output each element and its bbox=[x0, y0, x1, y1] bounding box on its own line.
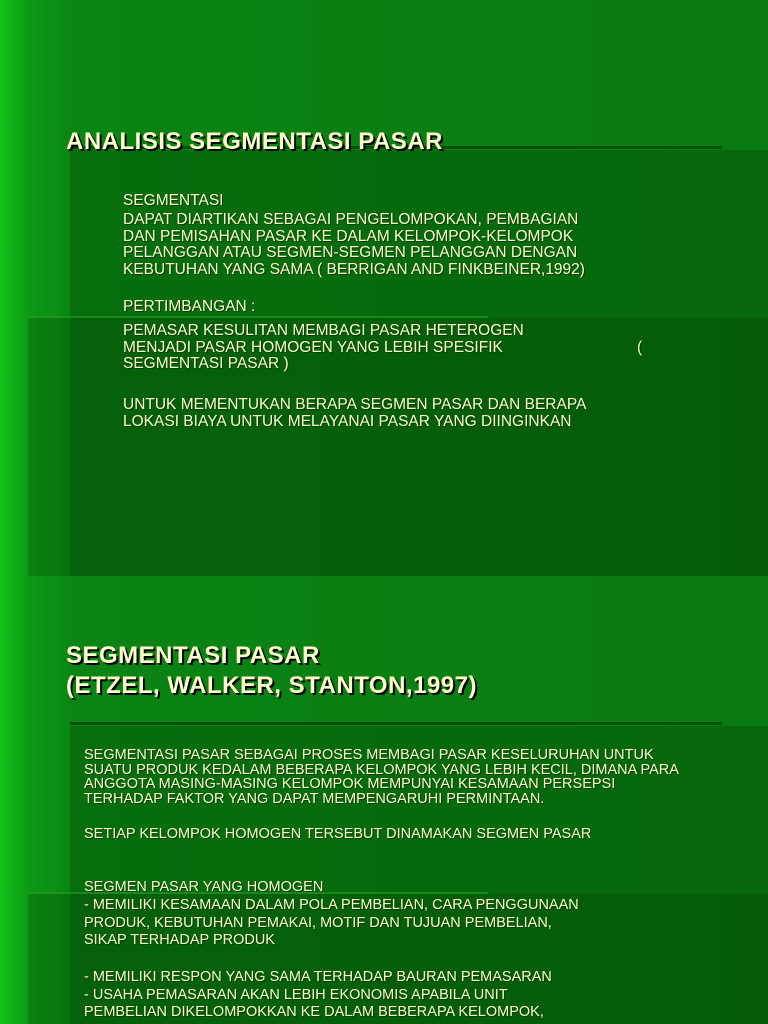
slide-title-line-1: SEGMENTASI PASAR bbox=[66, 642, 320, 669]
purpose-paragraph: UNTUK MEMENTUKAN BERAPA SEGMEN PASAR DAN BERAPA LOKASI BIAYA UNTUK MELAYANAI PASAR YANG DIINGINKAN bbox=[123, 396, 587, 430]
homogen-label: SEGMEN PASAR YANG HOMOGEN bbox=[84, 879, 324, 895]
slide-title-line-2: (ETZEL, WALKER, STANTON,1997) bbox=[66, 672, 477, 699]
segmentasi-definition: DAPAT DIARTIKAN SEBAGAI PENGELOMPOKAN, PEMBAGIAN DAN PEMISAHAN PASAR KE DALAM KELOMPOK-KELOMPOK PELANGGAN ATAU SEGMEN-SEGMEN PELANGGAN DENGAN KEBUTUHAN YANG SAMA ( BERRIGAN AND FINKBEINER,1992) bbox=[123, 211, 585, 278]
pertimbangan-paren: ( bbox=[637, 339, 643, 356]
title-underline bbox=[70, 722, 722, 725]
slide-title: ANALISIS SEGMENTASI PASAR bbox=[66, 128, 443, 155]
segmen-pasar-paragraph: SETIAP KELOMPOK HOMOGEN TERSEBUT DINAMAKAN SEGMEN PASAR bbox=[84, 826, 592, 842]
definition-paragraph: SEGMENTASI PASAR SEBAGAI PROSES MEMBAGI PASAR KESELURUHAN UNTUK SUATU PRODUK KEDALAM BEBERAPA KELOMPOK YANG LEBIH KECIL, DIMANA PARA ANGGOTA MASING-MASING KELOMPOK MEMPUNYAI KESAMAAN PERSEPSI TERHADAP FAKTOR YANG DAPAT MEMPENGARUHI PERMINTAAN. bbox=[84, 747, 679, 807]
homogen-list-1: - MEMILIKI KESAMAAN DALAM POLA PEMBELIAN, CARA PENGGUNAAN PRODUK, KEBUTUHAN PEMAKAI, MOTIF DAN TUJUAN PEMBELIAN, SIKAP TERHADAP PRODUK bbox=[84, 897, 579, 948]
slide-2 bbox=[0, 576, 768, 1024]
pertimbangan-line-1: PEMASAR KESULITAN MEMBAGI PASAR HETEROGEN bbox=[123, 322, 524, 339]
pertimbangan-line-3: SEGMENTASI PASAR ) bbox=[123, 355, 289, 372]
homogen-list-2: - MEMILIKI RESPON YANG SAMA TERHADAP BAURAN PEMASARAN - USAHA PEMASARAN AKAN LEBIH EKONOMIS APABILA UNIT PEMBELIAN DIKELOMPOKKAN KE DALAM BEBERAPA KELOMPOK, bbox=[84, 969, 552, 1020]
pertimbangan-label: PERTIMBANGAN : bbox=[123, 298, 256, 315]
divider-line bbox=[28, 316, 488, 318]
segmentasi-label: SEGMENTASI bbox=[123, 192, 224, 209]
pertimbangan-line-2: MENJADI PASAR HOMOGEN YANG LEBIH SPESIFIK bbox=[123, 339, 503, 356]
